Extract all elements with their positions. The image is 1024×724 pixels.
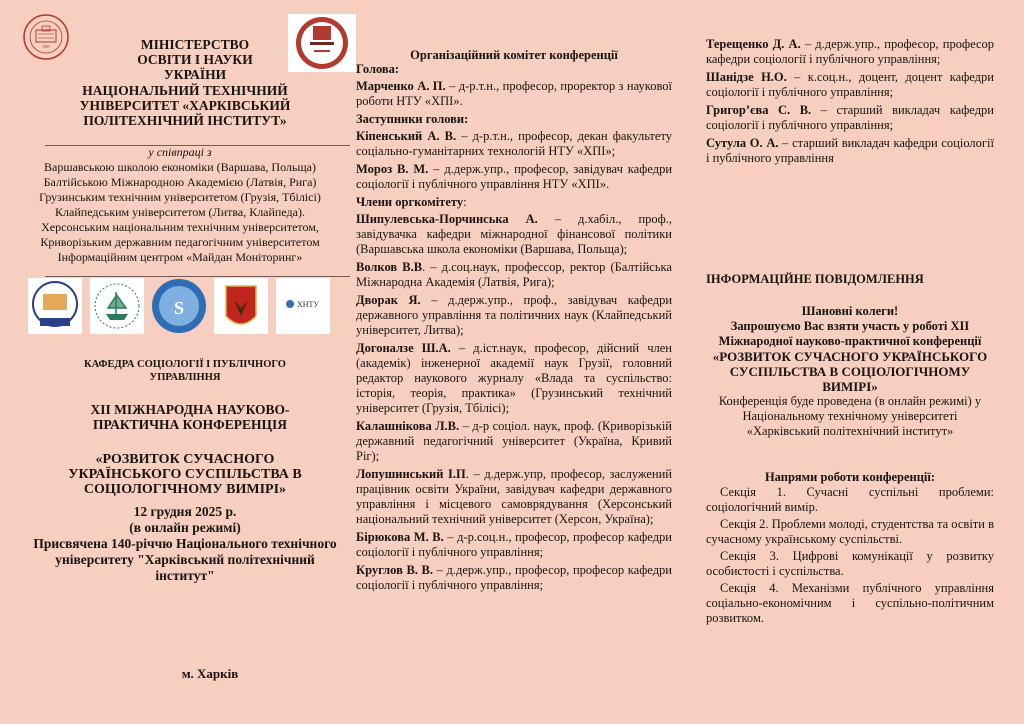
member-desc: – д.держ.упр., професор, професор кафедри соціології і публічного управління; (706, 37, 994, 66)
committee-member (356, 293, 672, 338)
partner-item: Інформаційним центром «Майдан Моніторинг» (57, 250, 303, 264)
committee-member (706, 136, 994, 166)
section-item: Секція 4. Механізми публічного управління соціально-економічним і суспільно-політичним розвитком. (706, 581, 994, 625)
partner-item: Херсонським національним технічним університетом, (41, 220, 319, 234)
university-title: НАЦІОНАЛЬНИЙ ТЕХНІЧНИЙ УНІВЕРСИТЕТ «ХАРКІВСЬКИЙ ПОЛІТЕХНІЧНИЙ ІНСТИТУТ» (79, 83, 291, 128)
committee-member (356, 467, 672, 527)
conference-date-block (30, 504, 340, 584)
cooperation-list (10, 160, 350, 265)
committee-member (356, 419, 672, 464)
khntu-logo-icon (276, 278, 330, 334)
section-item: Секція 3. Цифрові комунікації у розвитку особистості і суспільства. (706, 549, 994, 578)
committee-member (356, 260, 672, 290)
committee-member (356, 129, 672, 159)
venue-text: Конференція буде проведена (в онлайн режимі) у Національному технічному університеті «Харківський політехнічний інститут» (718, 394, 982, 438)
city: м. Харків (181, 666, 239, 681)
warsaw-school-logo-icon (90, 278, 144, 334)
member-name: Григор’єва С. В. (706, 103, 812, 117)
conference-title: «РОЗВИТОК СУЧАСНОГО УКРАЇНСЬКОГО СУСПІЛЬСТВА В СОЦІОЛОГІЧНОМУ ВИМІРІ» (68, 452, 302, 497)
sections-list (706, 485, 994, 628)
member-name: Шипулевська-Порчинська А. (356, 212, 538, 226)
greeting: Шановні колеги! (801, 304, 899, 318)
member-name: Шанідзе Н.О. (706, 70, 787, 84)
committee-member (356, 212, 672, 257)
committee-member (356, 341, 672, 416)
member-desc: – д-р соціол. наук, проф. (Криворізькій державний педагогічний університет (Україна, Кривий Ріг); (356, 419, 672, 463)
conference-number: ХІІ МІЖНАРОДНА НАУКОВО-ПРАКТИЧНА КОНФЕРЕНЦІЯ (90, 402, 290, 432)
member-desc: – д-р.т.н., професор, проректор з наукової роботи НТУ «ХПІ». (356, 79, 672, 108)
invitation-conference-title: «РОЗВИТОК СУЧАСНОГО УКРАЇНСЬКОГО СУСПІЛЬСТВА В СОЦІОЛОГІЧНОМУ ВИМІРІ» (712, 349, 988, 394)
member-desc: – д-р.соц.н., професор, професор кафедри соціології і публічного управління; (356, 530, 672, 559)
member-name: Дворак Я. (356, 293, 421, 307)
member-name: Мороз В. М. (356, 162, 429, 176)
chair-label: Голова: (356, 62, 400, 76)
georgian-tech-logo-icon (214, 278, 268, 334)
khntu-label: ХНТУ (296, 300, 320, 309)
svg-text:S: S (173, 298, 185, 318)
committee-member (356, 530, 672, 560)
member-desc: – к.соц.н., доцент, доцент кафедри соціології і публічного управління; (706, 70, 994, 99)
member-name: Догоналзе Ш.А. (356, 341, 451, 355)
committee-member (356, 162, 672, 192)
member-desc: – д.хабіл., проф., завідувачка кафедри міжнародної фінансової політики (Варшавська школа економіки (Варшава, Польща); (356, 212, 672, 256)
conference-date: 12 грудня 2025 р. (133, 504, 237, 519)
partner-item: Криворізьким державним педагогічним університетом (40, 235, 320, 249)
department-name: КАФЕДРА СОЦІОЛОГІЇ І ПУБЛІЧНОГО УПРАВЛІННЯ (84, 359, 286, 383)
ministry-title: МІНІСТЕРСТВО ОСВІТИ І НАУКИ УКРАЇНИ (137, 37, 253, 82)
partner-item: Клайпедським університетом (Литва, Клайпеда). (55, 205, 305, 219)
committee-member (706, 37, 994, 67)
committee-list-continued (706, 37, 994, 169)
divider (45, 276, 350, 277)
committee-member (706, 70, 994, 100)
baltic-academy-logo-icon (152, 278, 206, 334)
partner-item: Варшавською школою економіки (Варшава, Польща) (44, 160, 316, 174)
deputies-label: Заступники голови: (356, 112, 469, 126)
member-name: Лопушинський І.П (356, 467, 466, 481)
member-desc: – д.держ.упр., професор, завідувач кафедри соціології і публічного управління НТУ «ХПІ». (356, 162, 673, 191)
member-name: Бірюкова М. В. (356, 530, 444, 544)
member-name: Сутула О. А. (706, 136, 779, 150)
partner-logos (28, 278, 348, 334)
partner-item: Балтійською Міжнародною Академією (Латвія, Рига) (43, 175, 317, 189)
member-desc: – д-р.т.н., професор, декан факультету соціально-гуманітарних технологій НТУ «ХПІ»; (356, 129, 672, 158)
committee-member (356, 563, 672, 593)
ntu-seal-year: 1885 (42, 44, 50, 49)
section-item: Секція 2. Проблеми молоді, студентства та освіти в сучасному українському суспільстві. (706, 517, 994, 546)
member-desc: – д.держ.упр., проф., завідувач кафедри державного управління та політичних наук (Клайпедський університет, Литва); (356, 293, 673, 337)
member-desc: – д.іст.наук, професор, дійсний член (академік) інженерної академії наук Грузії, головний редактор наукового журналу «Влада та суспільство: історія, теорія, практика» (Грузинський технічний університет (Грузія, Тбілісі); (356, 341, 672, 415)
member-name: Кіпенський А. В. (356, 129, 457, 143)
directions-title: Напрями роботи конференції: (764, 470, 936, 484)
invitation-text: Запрошуємо Вас взяти участь у роботі ХІІ Міжнародної науково-практичної конференції (718, 319, 982, 348)
dedication: Присвячена 140-річчю Національного технічного університету "Харківський політехнічний інститут" (33, 536, 337, 583)
member-desc: – старший викладач кафедри соціології і публічного управління (706, 136, 994, 165)
ntu-khpi-logo-icon (28, 278, 82, 334)
conference-mode: (в онлайн режимі) (129, 520, 241, 535)
member-name: Волков В.В (356, 260, 423, 274)
member-name: Круглов В. В. (356, 563, 434, 577)
member-desc: . – д.соц.наук, профессор, ректор (Балтійська Міжнародна Академія (Латвія, Рига); (356, 260, 672, 289)
cooperation-label: у співпраці з (148, 145, 212, 159)
member-name: Терещенко Д. А. (706, 37, 801, 51)
member-name: Калашнікова Л.В. (356, 419, 460, 433)
section-item: Секція 1. Сучасні суспільні проблеми: соціологічний вимір. (706, 485, 994, 514)
committee-title: Організаційний комітет конференції (410, 48, 618, 62)
committee-member (356, 79, 672, 109)
committee-list (356, 62, 672, 596)
member-name: Марченко А. П. (356, 79, 446, 93)
invitation-block (706, 304, 994, 439)
member-desc: – д.держ.упр., професор, професор кафедри соціології і публічного управління; (356, 563, 672, 592)
members-label: Члени оргкомітету: (356, 195, 467, 209)
member-desc: – старший викладач кафедри соціології і публічного управління; (706, 103, 994, 132)
info-title: ІНФОРМАЦІЙНЕ ПОВІДОМЛЕННЯ (706, 272, 924, 286)
ntu-khpi-seal-icon (22, 13, 70, 61)
committee-member (706, 103, 994, 133)
member-desc: . – д.держ.упр, професор, заслужений працівник освіти України, завідувач кафедри державного управління і місцевого самоврядування (Херсонський національний технічний університет (Херсон, Україна); (356, 467, 672, 526)
partner-item: Грузинським технічним університетом (Грузія, Тбілісі) (39, 190, 321, 204)
department-seal-icon (288, 14, 356, 72)
